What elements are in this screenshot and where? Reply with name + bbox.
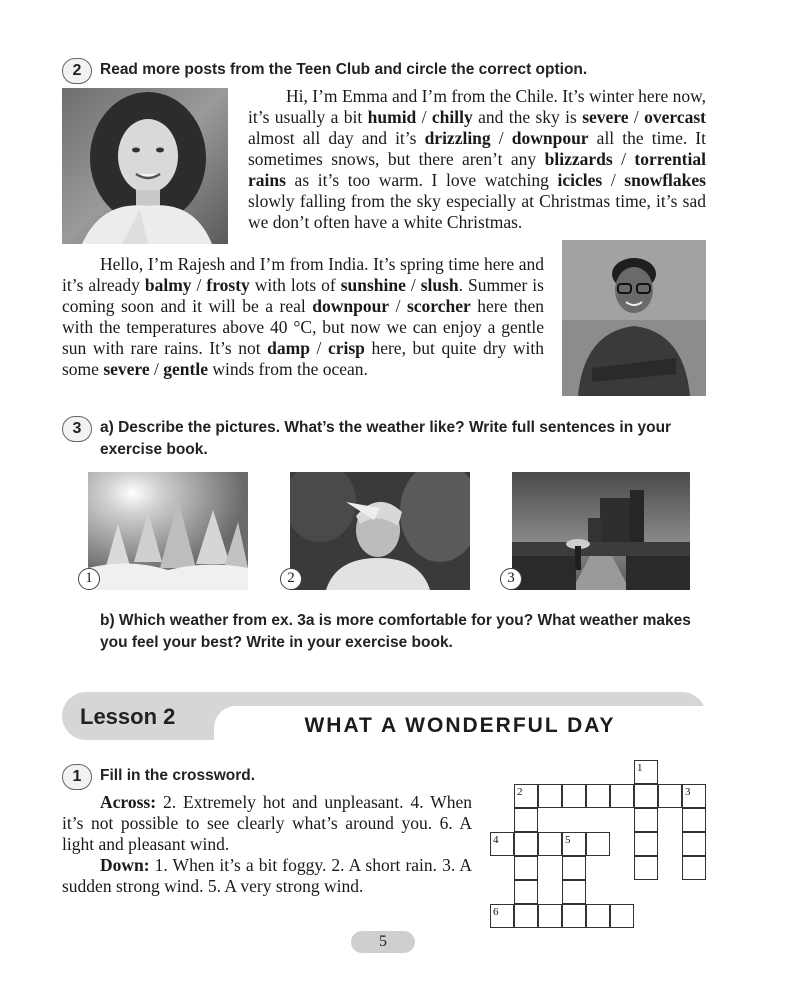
emma-photo — [62, 88, 228, 244]
weather-picture-heat — [290, 472, 470, 590]
picture-number: 2 — [280, 568, 302, 590]
option[interactable]: downpour — [312, 296, 390, 316]
crossword-cell[interactable] — [514, 904, 538, 928]
rajesh-post: Hello, I’m Rajesh and I’m from India. It’s spring time here and it’s already balmy / frosty with lots of sunshine / slush. Summer is coming soon and it will be a real downpour / scorcher here then with the temperatures above 40 °C, but now we can enjoy a gentle sun with rare rains. It’s not damp / crisp here, but quite dry with some severe / gentle winds from the ocean. — [62, 254, 545, 379]
clue-number: 4 — [493, 834, 499, 846]
option[interactable]: crisp — [327, 338, 365, 358]
option[interactable]: icicles — [557, 170, 603, 190]
crossword-cell[interactable] — [658, 784, 682, 808]
clue-number: 5 — [565, 834, 571, 846]
task-number-badge: 3 — [62, 416, 92, 442]
crossword-cell[interactable] — [538, 904, 562, 928]
option[interactable]: chilly — [431, 107, 473, 127]
option[interactable]: severe — [582, 107, 629, 127]
option[interactable]: torrential rains — [248, 149, 706, 190]
task-number-badge: 2 — [62, 58, 92, 84]
option[interactable]: humid — [367, 107, 417, 127]
option[interactable]: damp — [267, 338, 310, 358]
lesson-heading: WHAT A WONDERFUL DAY — [304, 714, 616, 737]
clue-number: 2 — [517, 786, 523, 798]
crossword-cell[interactable] — [562, 856, 586, 880]
lesson-label: Lesson 2 — [80, 704, 176, 729]
crossword-cell[interactable] — [634, 856, 658, 880]
crossword-cell[interactable] — [538, 832, 562, 856]
crossword-cell[interactable] — [538, 784, 562, 808]
clue-number: 1 — [637, 762, 643, 774]
crossword-cell[interactable] — [682, 832, 706, 856]
clue-number: 6 — [493, 906, 499, 918]
crossword-cell[interactable] — [514, 832, 538, 856]
option[interactable]: sunshine — [340, 275, 406, 295]
crossword-cell[interactable] — [610, 904, 634, 928]
crossword-cell[interactable] — [514, 856, 538, 880]
crossword-cell[interactable] — [562, 880, 586, 904]
crossword-cell[interactable] — [562, 784, 586, 808]
task-number-badge: 1 — [62, 764, 92, 790]
across-label: Across: — [100, 792, 157, 812]
task-instruction-a: a) Describe the pictures. What’s the weather like? Write full sentences in your exercise book. — [100, 419, 672, 458]
crossword-cell[interactable] — [634, 784, 658, 808]
crossword-cell[interactable] — [586, 904, 610, 928]
option[interactable]: blizzards — [544, 149, 613, 169]
weather-picture-rain — [512, 472, 690, 590]
option[interactable]: overcast — [644, 107, 706, 127]
option[interactable]: snowflakes — [624, 170, 706, 190]
crossword-cell[interactable] — [586, 784, 610, 808]
crossword-cell[interactable] — [682, 856, 706, 880]
crossword-cell[interactable] — [682, 808, 706, 832]
task-instruction: Read more posts from the Teen Club and circle the correct option. — [100, 61, 588, 78]
option[interactable]: downpour — [511, 128, 589, 148]
crossword-cell[interactable] — [634, 808, 658, 832]
down-label: Down: — [100, 855, 150, 875]
option[interactable]: scorcher — [406, 296, 471, 316]
picture-number: 1 — [78, 568, 100, 590]
task-instruction-b: b) Which weather from ex. 3a is more comfortable for you? What weather makes you feel your best? Write in your exercise book. — [100, 612, 691, 651]
crossword-cell[interactable] — [586, 832, 610, 856]
option[interactable]: gentle — [163, 359, 208, 379]
crossword-cell[interactable] — [610, 784, 634, 808]
crossword-cell[interactable] — [514, 880, 538, 904]
rajesh-photo — [562, 240, 706, 396]
page-number: 5 — [351, 931, 415, 953]
down-clues: Down: 1. When it’s a bit foggy. 2. A short rain. 3. A sudden strong wind. 5. A very strong wind. — [62, 855, 472, 896]
option[interactable]: frosty — [206, 275, 250, 295]
clue-number: 3 — [685, 786, 691, 798]
option[interactable]: slush — [420, 275, 459, 295]
option[interactable]: drizzling — [424, 128, 491, 148]
weather-picture-snow — [88, 472, 248, 590]
option[interactable]: balmy — [144, 275, 192, 295]
picture-number: 3 — [500, 568, 522, 590]
crossword-cell[interactable] — [514, 808, 538, 832]
crossword-cell[interactable] — [634, 832, 658, 856]
task-instruction: Fill in the crossword. — [100, 767, 256, 784]
crossword-cell[interactable] — [562, 904, 586, 928]
option[interactable]: severe — [103, 359, 150, 379]
emma-post: Hi, I’m Emma and I’m from the Chile. It’s winter here now, it’s usually a bit humid / chilly and the sky is severe / overcast almost all day and it’s drizzling / downpour all the time. It sometimes snows, but there aren’t any blizzards / torrential rains as it’s too warm. I love watching icicles / snowflakes slowly falling from the sky especially at Christmas time, it’s sad we don’t often have a white Christmas. — [248, 86, 706, 232]
across-clues: Across: 2. Extremely hot and unpleasant. 4. When it’s not possible to see clearly what’s around you. 6. A light and pleasant wind. — [62, 792, 472, 854]
